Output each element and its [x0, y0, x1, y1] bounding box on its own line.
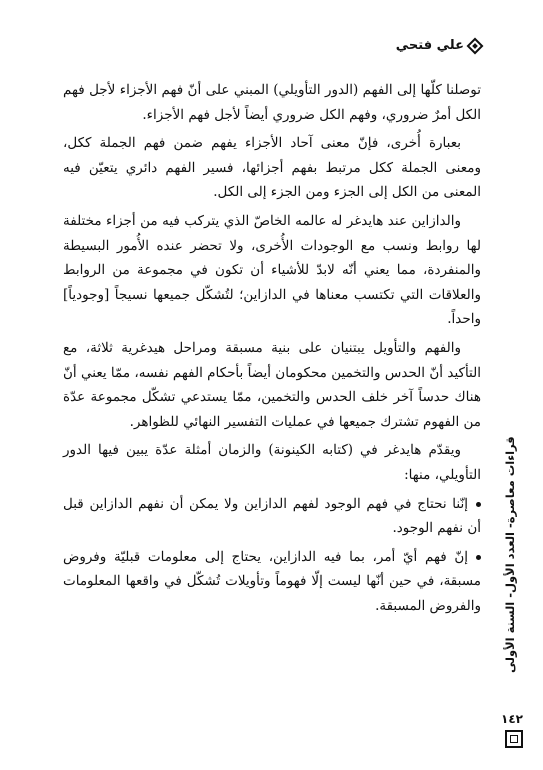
- paragraph-3: والدازاين عند هايدغر له عالمه الخاصّ الذي يتركب فيه من أجزاء مختلفة لها روابط ونسب مع الوجودات الأُخرى، ولا تحضر عنده الأُمور البسيطة والمنفردة، مما يعني أنّه لابدّ للأشياء أن تكون في مجموعة من الروابط والعلاقات التي تكتسب معناها في الدازاين؛ لتُشكّل جميعها نسيجاً [وجودياً] واحداً.: [63, 212, 481, 328]
- paragraph-2: بعبارة أُخرى، فإنّ معنى آحاد الأجزاء يفهم ضمن فهم الجملة ككل، ومعنى الجملة ككل مرتبط بفهم أجزائها، فسير الفهم دائري يتعيّن فيه المعنى من الكل إلى الجزء ومن الجزء إلى الكل.: [63, 135, 481, 201]
- bullet-item-2: [63, 545, 481, 619]
- paragraph-4: والفهم والتأويل يبتنيان على بنية مسبقة ومراحل هيدغرية ثلاثة، مع التأكيد أنّ الحدس والتخمين محكومان أيضاً بأحكام الفهم نفسه، ممّا يعني أنّ هناك حدساً آخر خلف الحدس والتخمين، ممّا يستدعي تشكّل مجموعة عدّة من الفهوم تشترك جميعها في عمليات التفسير النهائي للظواهر.: [63, 339, 481, 430]
- body-text: [63, 78, 481, 622]
- paragraph-1: توصلنا كلّها إلى الفهم (الدور التأويلي) المبني على أنّ فهم الأجزاء لأجل فهم الكل أمرٌ ضروري، وفهم الكل ضروري أيضاً لأجل فهم الأجزاء.: [63, 82, 481, 123]
- diamond-icon: [467, 37, 484, 54]
- page-box-icon: [505, 730, 523, 748]
- bullet-icon: [476, 555, 481, 560]
- side-journal-title: قراءات معاصرة- العدد الأول- السنة الأولى: [503, 436, 517, 674]
- page-number: ١٤٢: [501, 712, 523, 726]
- header-title: علي فتحي: [395, 38, 464, 53]
- bullet-text-2: إنّ فهم أيّ أمر، بما فيه الدازاين، يحتاج إلى معلومات قبليّة وفروض مسبقة، في حين أنّها ليست إلّا فهوماً وتأويلات تُشكّل في واقعها المعلومات والفروض المسبقة.: [63, 548, 481, 614]
- bullet-text-1: إنّنا نحتاج في فهم الوجود لفهم الدازاين ولا يمكن أن نفهم الدازاين قبل أن نفهم الوجود.: [63, 495, 481, 537]
- bullet-item-1: [63, 492, 481, 541]
- running-header: [396, 38, 481, 53]
- bullet-icon: [476, 502, 481, 507]
- paragraph-5: ويقدّم هايدغر في (كتابه الكينونة) والزمان أمثلة عدّة يبين فيها الدور التأويلي، منها:: [63, 442, 481, 483]
